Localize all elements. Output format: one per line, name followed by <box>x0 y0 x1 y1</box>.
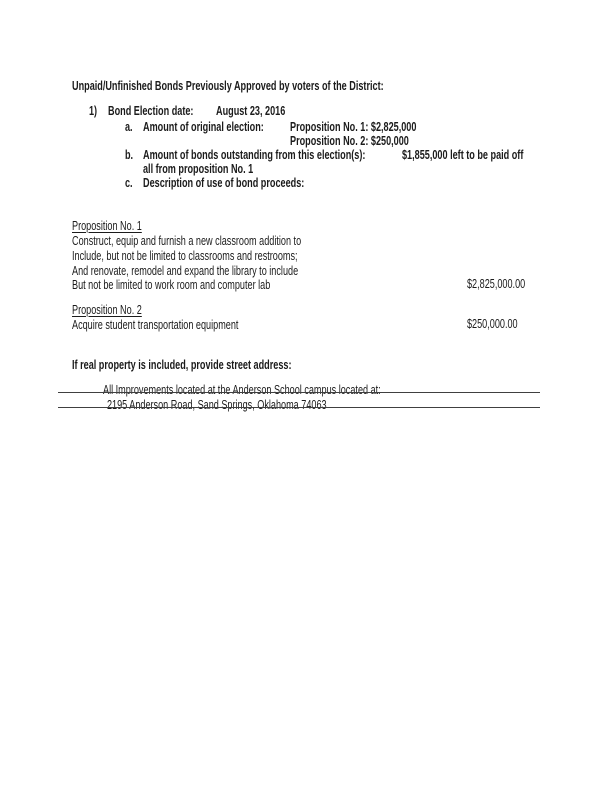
address-line-2: 2195 Anderson Road, Sand Springs, Oklahoma 74063 <box>107 397 327 412</box>
list-marker-1: 1) <box>89 103 98 118</box>
bonds-outstanding-value: $1,855,000 left to be paid off <box>402 147 524 162</box>
document-title: Unpaid/Unfinished Bonds Previously Approved by voters of the District: <box>72 78 384 93</box>
bond-election-date-label: Bond Election date: <box>108 103 194 118</box>
sub-item-c-marker: c. <box>125 175 133 190</box>
proposition-1-heading: Proposition No. 1 <box>72 218 142 233</box>
proposition-2-description-line: Acquire student transportation equipment <box>72 317 239 332</box>
proposition-1-amount: $2,825,000.00 <box>467 276 526 291</box>
proposition-2-amount: $250,000.00 <box>467 316 518 331</box>
proposition-1-description-line: But not be limited to work room and computer lab <box>72 277 271 292</box>
proposition-2-original-amount: Proposition No. 2: $250,000 <box>290 133 409 148</box>
address-rule-line-1 <box>58 392 540 393</box>
sub-item-a-marker: a. <box>125 119 133 134</box>
bonds-outstanding-continuation: all from proposition No. 1 <box>143 161 254 176</box>
address-line-1: All Improvements located at the Anderson School campus located at: <box>103 382 381 397</box>
street-address-heading: If real property is included, provide street address: <box>72 357 292 372</box>
address-rule-line-2 <box>58 407 540 408</box>
sub-item-b-marker: b. <box>125 147 134 162</box>
proposition-1-description-line: And renovate, remodel and expand the library to include <box>72 263 299 278</box>
bonds-outstanding-label: Amount of bonds outstanding from this election(s): <box>143 147 366 162</box>
proposition-1-description-line: Construct, equip and furnish a new classroom addition to <box>72 233 302 248</box>
proposition-1-original-amount: Proposition No. 1: $2,825,000 <box>290 119 417 134</box>
bond-proceeds-label: Description of use of bond proceeds: <box>143 175 305 190</box>
bond-election-date-value: August 23, 2016 <box>216 103 286 118</box>
proposition-2-heading: Proposition No. 2 <box>72 302 142 317</box>
proposition-1-description-line: Include, but not be limited to classrooms and restrooms; <box>72 248 298 263</box>
amount-original-election-label: Amount of original election: <box>143 119 264 134</box>
